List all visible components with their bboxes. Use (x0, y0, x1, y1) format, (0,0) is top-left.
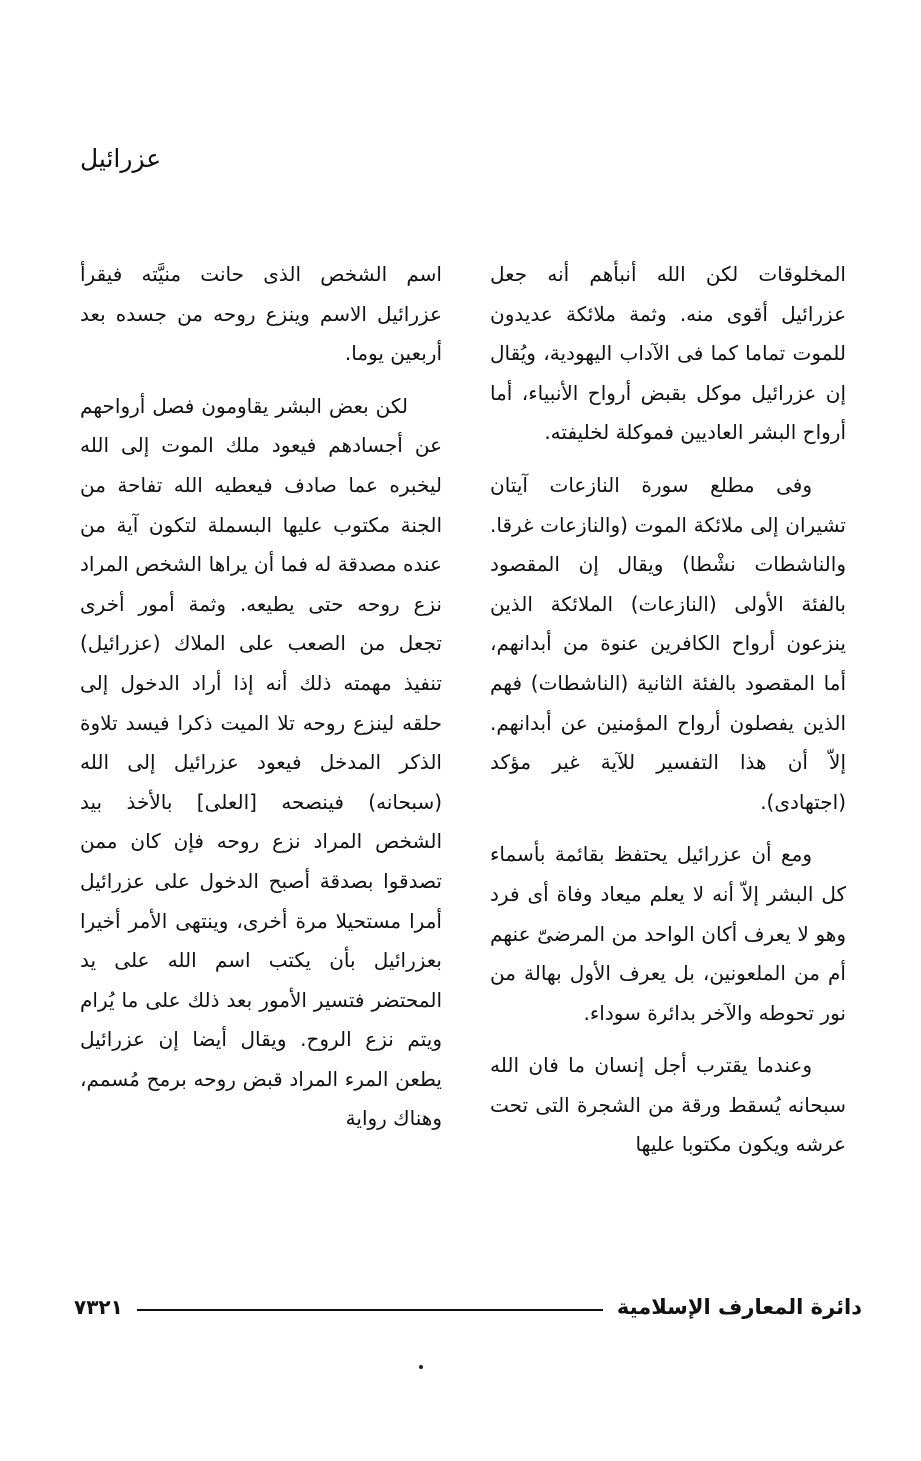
footer-rule (137, 1309, 603, 1311)
running-head: عزرائيل (80, 144, 162, 173)
left-column (80, 255, 442, 1139)
footer-title: دائرة المعارف الإسلامية (616, 1295, 862, 1319)
page-footer (74, 1292, 862, 1322)
scan-speck (419, 1365, 423, 1369)
paragraph: وفى مطلع سورة النازعات آيتان تشيران إلى ملائكة الموت (والنازعات غرقا. والناشطات نشْطا) ويقال إن المقصود بالفئة الأولى (النازعات) الملائكة الذين ينزعون أرواح الكافرين عنوة من أبدانهم، أما المقصود بالفئة الثانية (الناشطات) فهم الذين يفصلون أرواح المؤمنين عن أبدانهم. إلاّ أن هذا التفسير للآية غير مؤكد (اجتهادى). (490, 472, 846, 814)
paragraph: وعندما يقترب أجل إنسان ما فان الله سبحانه يُسقط ورقة من الشجرة التى تحت عرشه ويكون مكتوبا عليها (490, 1053, 846, 1157)
paragraph: المخلوقات لكن الله أنبأهم أنه جعل عزرائيل أقوى منه. وثمة ملائكة عديدون للموت تماما كما فى الآداب اليهودية، ويُقال إن عزرائيل موكل بقبض أرواح الأنبياء، أما أرواح البشر العاديين فموكلة لخليفته. (490, 262, 846, 445)
paragraph: ومع أن عزرائيل يحتفظ بقائمة بأسماء كل البشر إلاّ أنه لا يعلم ميعاد وفاة أى فرد وهو لا يعرف أكان الواحد من المرضىّ عنهم أم من الملعونين، بل يعرف الأول بهالة من نور تحوطه والآخر بدائرة سوداء. (490, 842, 846, 1025)
paragraph: اسم الشخص الذى حانت منيَّته فيقرأ عزرائيل الاسم وينزع روحه من جسده بعد أربعين يوما. (80, 262, 442, 366)
right-column (490, 255, 846, 1165)
page-number: ٧٣٢١ (74, 1295, 123, 1319)
paragraph: لكن بعض البشر يقاومون فصل أرواحهم عن أجسادهم فيعود ملك الموت إلى الله ليخبره عما صادف فيعطيه الله تفاحة من الجنة مكتوب عليها البسملة لتكون آية من عنده مصدقة له فما أن يراها الشخص المراد نزع روحه حتى يطيعه. وثمة أمور أخرى تجعل من الصعب على الملاك (عزرائيل) تنفيذ مهمته ذلك أنه إذا أراد الدخول إلى حلقه لينزع روحه تلا الميت ذكرا فيسد تلاوة الذكر المدخل فيعود عزرائيل إلى الله (سبحانه) فينصحه [العلى] بالأخذ بيد الشخص المراد نزع روحه فإن كان ممن تصدقوا بصدقة أصبح الدخول على عزرائيل أمرا مستحيلا مرة أخرى، وينتهى الأمر أخيرا بعزرائيل بأن يكتب اسم الله على يد المحتضر فتسير الأمور بعد ذلك على ما يُرام ويتم نزع الروح. ويقال أيضا إن عزرائيل يطعن المرء المراد قبض روحه برمح مُسمم، وهناك رواية (80, 393, 442, 1131)
